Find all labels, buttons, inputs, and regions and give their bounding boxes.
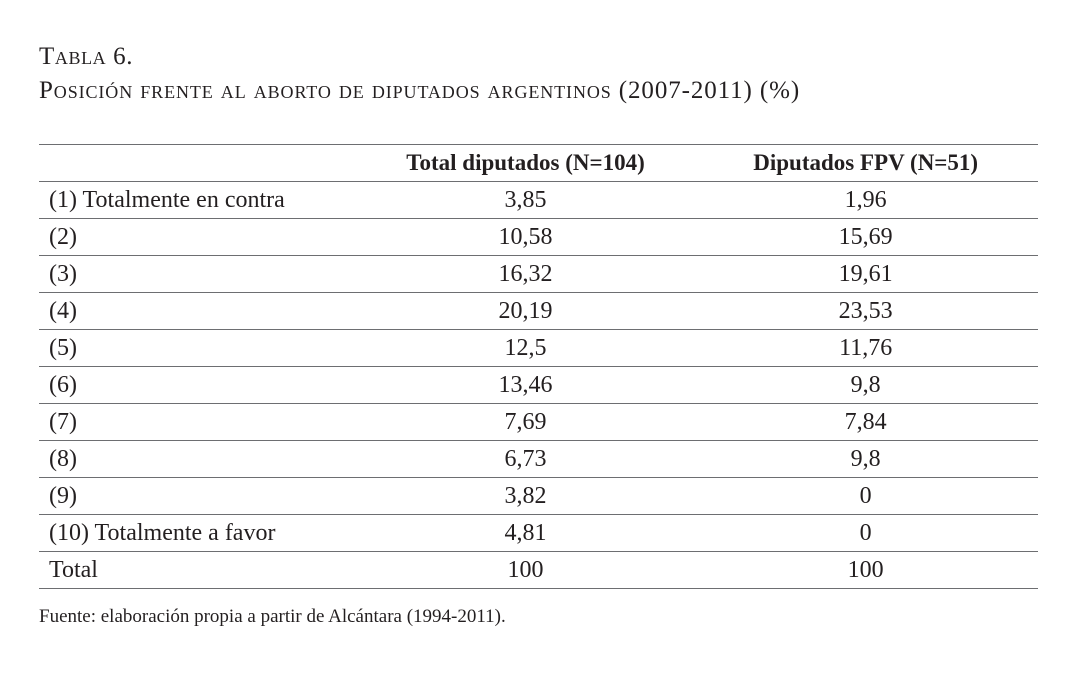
table-row: [39, 182, 1038, 219]
source-note: Fuente: elaboración propia a partir de Alcántara (1994-2011).: [39, 606, 506, 627]
total-diputados-cell: 4,81: [504, 519, 547, 546]
table-number: Tabla 6.: [39, 43, 134, 70]
table-row: [39, 330, 1038, 367]
header-cell-diputados-fpv: Diputados FPV (N=51): [753, 150, 979, 175]
table-caption: Posición frente al aborto de diputados argentinos (2007-2011) (%): [39, 77, 801, 104]
header-cell-empty: [39, 145, 358, 182]
total-diputados-cell: 12,5: [504, 334, 547, 361]
diputados-fpv-cell: 9,8: [850, 371, 881, 398]
total-diputados-cell: 20,19: [498, 297, 553, 324]
table-row: [39, 367, 1038, 404]
table-row: [39, 293, 1038, 330]
row-label-cell: (6): [49, 371, 77, 398]
row-label-cell: (9): [49, 482, 77, 509]
row-label-cell: (1) Totalmente en contra: [49, 186, 285, 213]
table-row: [39, 515, 1038, 552]
diputados-fpv-cell: 11,76: [839, 334, 893, 361]
table-body: [39, 182, 1038, 589]
diputados-fpv-cell: 19,61: [838, 260, 893, 287]
row-label-cell: Total: [49, 556, 98, 583]
diputados-fpv-cell: 15,69: [838, 223, 893, 250]
total-diputados-cell: 10,58: [498, 223, 553, 250]
total-diputados-cell: 3,82: [504, 482, 547, 509]
row-label-cell: (5): [49, 334, 77, 361]
total-diputados-cell: 100: [507, 556, 544, 583]
row-label-cell: (4): [49, 297, 77, 324]
diputados-fpv-cell: 7,84: [844, 408, 887, 435]
row-label-cell: (7): [49, 408, 77, 435]
diputados-fpv-cell: 100: [847, 556, 884, 583]
table-header-row: [39, 145, 1038, 182]
total-diputados-cell: 13,46: [498, 371, 553, 398]
diputados-fpv-cell: 1,96: [844, 186, 887, 213]
row-label-cell: (3): [49, 260, 77, 287]
data-table: [39, 144, 1038, 589]
total-diputados-cell: 6,73: [504, 445, 547, 472]
table-title-block: [39, 40, 1039, 108]
diputados-fpv-cell: 0: [859, 482, 872, 509]
total-diputados-cell: 3,85: [504, 186, 547, 213]
row-label-cell: (10) Totalmente a favor: [49, 519, 276, 546]
table-row: [39, 552, 1038, 589]
total-diputados-cell: 16,32: [498, 260, 553, 287]
diputados-fpv-cell: 0: [859, 519, 872, 546]
row-label-cell: (8): [49, 445, 77, 472]
table-row: [39, 478, 1038, 515]
diputados-fpv-cell: 23,53: [838, 297, 893, 324]
table-row: [39, 219, 1038, 256]
row-label-cell: (2): [49, 223, 77, 250]
header-cell-total-diputados: Total diputados (N=104): [406, 150, 645, 175]
table-row: [39, 256, 1038, 293]
table-row: [39, 441, 1038, 478]
diputados-fpv-cell: 9,8: [850, 445, 881, 472]
total-diputados-cell: 7,69: [504, 408, 547, 435]
table-row: [39, 404, 1038, 441]
